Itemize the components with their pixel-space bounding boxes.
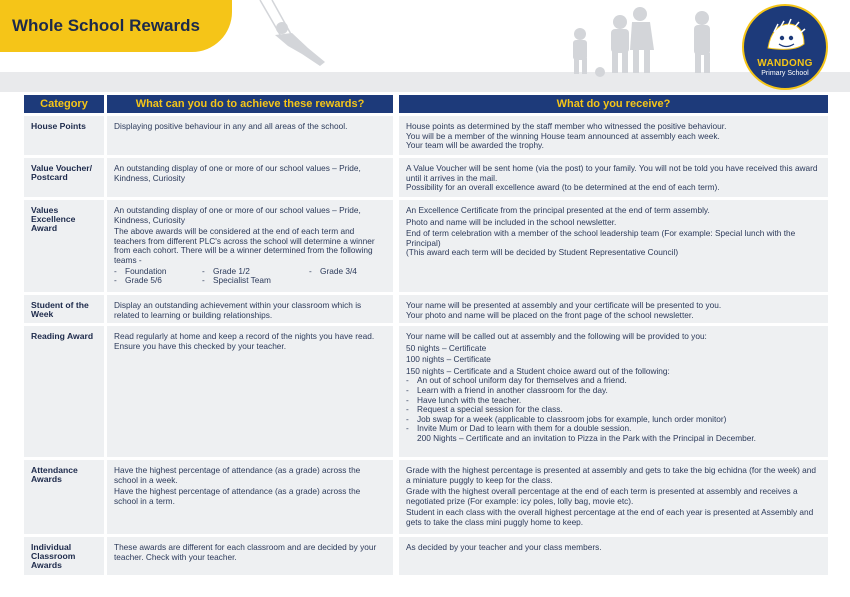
achieve-text: Have the highest percentage of attendance (as a grade) across the school in a week. [114, 465, 361, 485]
table-header-row [24, 95, 828, 113]
receive-text: Grade with the highest overall percentage at the end of each term is presented at assembly and receives a negotiated prize (For example: icy poles, lolly bag, movie etc). [406, 486, 798, 506]
column-header-achieve: What can you do to achieve these rewards? [107, 95, 393, 113]
list-item: - Invite Mum or Dad to learn with them for a double session. [406, 424, 821, 434]
team-item: - Grade 5/6 [114, 276, 202, 286]
achieve-cell [107, 158, 393, 197]
echidna-mascot-icon [764, 18, 808, 58]
achieve-cell [107, 537, 393, 575]
achieve-cell [107, 326, 393, 457]
receive-cell [399, 460, 828, 534]
table-row [24, 537, 828, 575]
category-label: House Points [24, 116, 104, 155]
list-item: - Request a special session for the class. [406, 405, 821, 415]
receive-text: You will be a member of the winning House team announced at assembly each week. [406, 130, 720, 141]
table-row [24, 200, 828, 292]
receive-text: A Value Voucher will be sent home (via the post) to your family. You will not be told you have received this award until it arrives in the mail. [406, 163, 818, 183]
school-logo [742, 4, 828, 90]
receive-text: Your name will be presented at assembly and your certificate will be presented to you. [406, 300, 722, 310]
page-header [0, 0, 850, 92]
receive-text: 200 Nights – Certificate and an invitation to Pizza in the Park with the Principal in December. [417, 432, 756, 443]
achieve-cell [107, 460, 393, 534]
table-row [24, 295, 828, 323]
category-label: Student of the Week [24, 295, 104, 323]
category-label: Reading Award [24, 326, 104, 457]
category-label: Attendance Awards [24, 460, 104, 534]
receive-cell [399, 295, 828, 323]
receive-text: 50 nights – Certificate [406, 342, 487, 353]
receive-text: Student in each class with the overall highest percentage at the end of each year is presented at Assembly and gets to take the class mini puggly home to keep. [406, 507, 814, 527]
receive-cell [399, 116, 828, 155]
logo-school-name: WANDONG [757, 58, 813, 69]
column-header-receive: What do you receive? [399, 95, 828, 113]
receive-cell [399, 158, 828, 197]
achieve-text: An outstanding display of one or more of our school values – Pride, Kindness, Curiosity [114, 205, 361, 225]
achieve-cell [107, 295, 393, 323]
achieve-text: Display an outstanding achievement within your classroom which is related to learning or building relationships. [114, 300, 362, 320]
receive-cell [399, 537, 828, 575]
children-silhouette-illustration [230, 0, 750, 92]
receive-text: Your name will be called out at assembly and the following will be provided to you: [406, 331, 707, 341]
category-label: Values Excellence Award [24, 200, 104, 292]
table-row [24, 158, 828, 197]
receive-text: House points as determined by the staff member who witnessed the positive behaviour. [406, 121, 727, 131]
receive-text: An Excellence Certificate from the principal presented at the end of term assembly. [406, 205, 710, 215]
receive-text: Your photo and name will be placed on the front page of the school newsletter. [406, 309, 694, 320]
logo-school-subtitle: Primary School [761, 70, 809, 77]
achieve-text: These awards are different for each classroom and are decided by your teacher. Check with your teacher. [114, 542, 377, 562]
team-item: - Grade 3/4 [309, 267, 369, 277]
achieve-text: An outstanding display of one or more of our school values – Pride, Kindness, Curiosity [114, 163, 361, 183]
team-item: - Specialist Team [202, 276, 309, 286]
page-title: Whole School Rewards [12, 16, 200, 35]
team-item: - Foundation [114, 267, 202, 277]
achieve-text: Have the highest percentage of attendance (as a grade) across the school in a term. [114, 486, 361, 506]
rewards-table [24, 95, 828, 578]
choice-list [406, 376, 821, 434]
receive-text: 100 nights – Certificate [406, 354, 491, 365]
achieve-text: Displaying positive behaviour in any and all areas of the school. [114, 121, 348, 131]
receive-text: Possibility for an overall excellence award (to be determined at the end of each term). [406, 182, 720, 193]
table-row [24, 116, 828, 155]
achieve-cell [107, 200, 393, 292]
receive-text: As decided by your teacher and your class members. [406, 542, 602, 552]
achieve-text: Read regularly at home and keep a record of the nights you have read. Ensure you have this checked by your teacher. [114, 331, 375, 351]
receive-cell [399, 200, 828, 292]
receive-text: Photo and name will be included in the school newsletter. [406, 216, 617, 227]
category-label: Individual Classroom Awards [24, 537, 104, 575]
team-list [114, 267, 386, 286]
column-header-category: Category [24, 95, 104, 113]
list-item: - Job swap for a week (applicable to classroom jobs for example, lunch order monitor) [406, 415, 821, 425]
list-item: - An out of school uniform day for themselves and a friend. [406, 376, 821, 386]
receive-text: Your team will be awarded the trophy. [406, 140, 544, 151]
receive-text: Grade with the highest percentage is presented at assembly and gets to take the big echidna (for the week) and a miniature puggly to keep for the class. [406, 465, 817, 485]
receive-cell [399, 326, 828, 457]
category-label: Value Voucher/ Postcard [24, 158, 104, 197]
receive-text: 150 nights – Certificate and a Student choice award out of the following: [406, 365, 670, 376]
title-banner [0, 0, 232, 52]
list-item: - Learn with a friend in another classroom for the day. [406, 386, 821, 396]
table-row [24, 460, 828, 534]
achieve-cell [107, 116, 393, 155]
table-row [24, 326, 828, 457]
team-item: - Grade 1/2 [202, 267, 309, 277]
list-item: - Have lunch with the teacher. [406, 396, 821, 406]
receive-text: (This award each term will be decided by Student Representative Council) [406, 247, 679, 258]
receive-text: End of term celebration with a member of the school leadership team (For example: Special lunch with the Principal) [406, 228, 796, 248]
achieve-text: The above awards will be considered at the end of each term and teachers from different PLC's across the school will determine a winner from each cohort. There will be a winner determined from the following teams - [114, 226, 375, 265]
